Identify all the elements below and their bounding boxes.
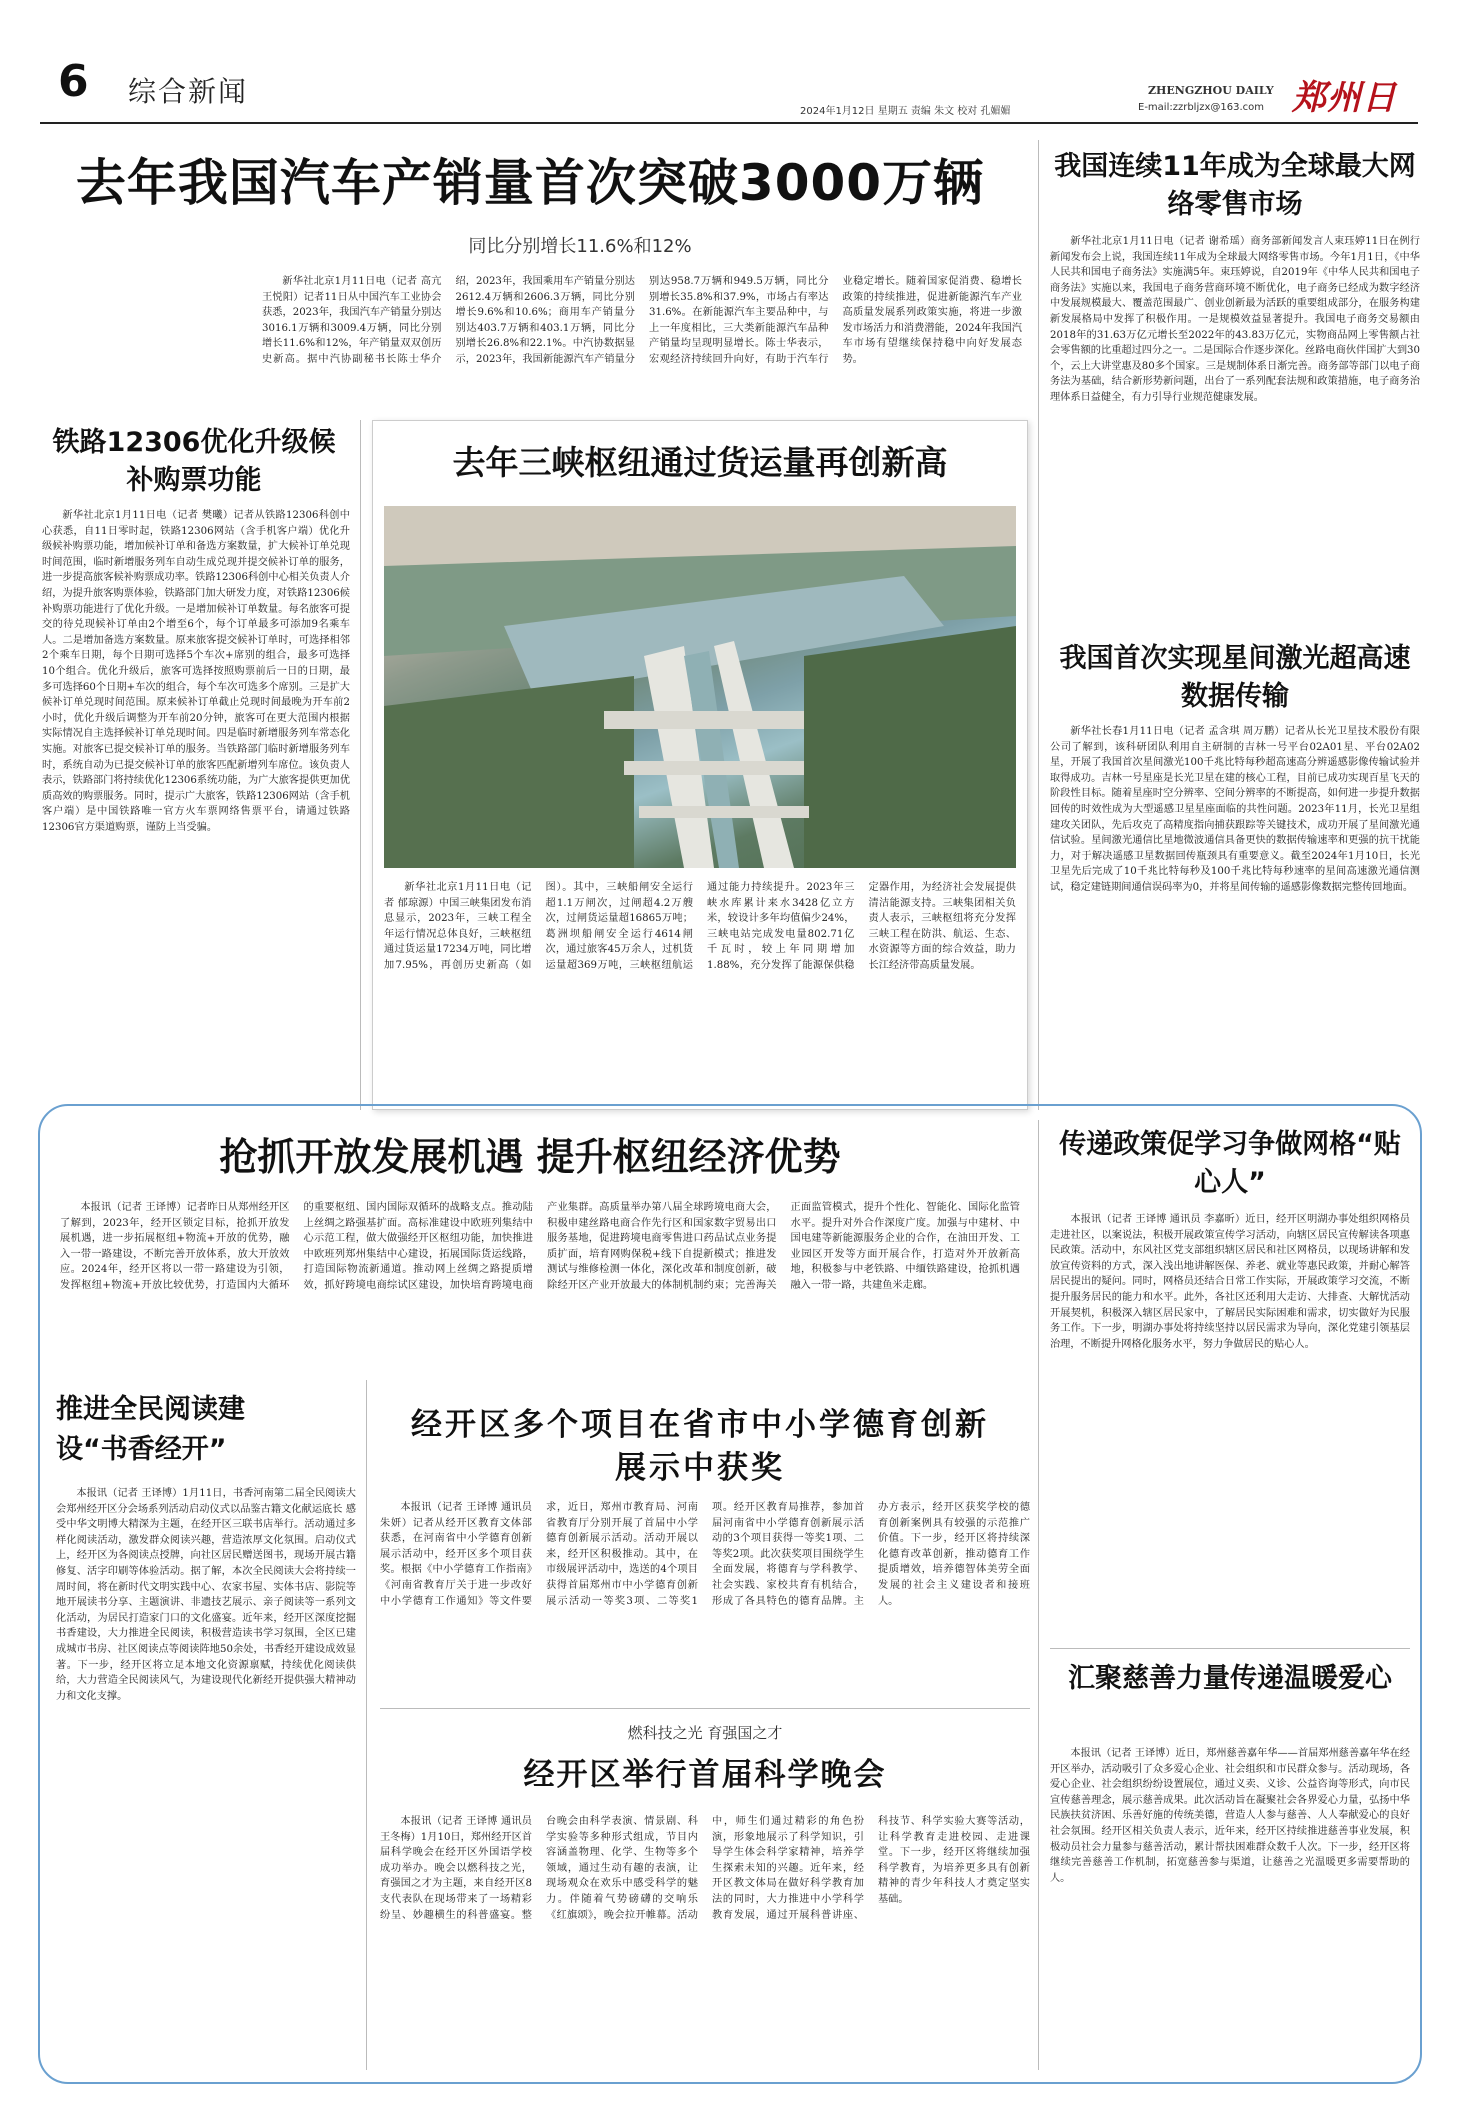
three-gorges-text: 新华社北京1月11日电（记者 郁琼源）中国三峡集团发布消息显示，2023年，三峡工程全年运行情况总体良好，三峡枢纽通过货运量17234万吨，同比增加7.95%，再创历史新高（如图）。其中，三峡船闸安全运行超1.1万闸次，过闸超4.2万艘次，过闸货运量超16865万吨；葛洲坝船闸安全运行4614闸次，通过旅客45万余人，过机货运量超369万吨，三峡枢纽航运通过能力持续提升。2023年三峡水库累计来水3428亿立方米，较设计多年均值偏少24%，三峡电站完成发电量802.71亿千瓦时，较上年同期增加1.88%，充分发挥了能源保供稳定器作用，为经济社会发展提供清洁能源支持。三峡集团相关负责人表示，三峡枢纽将充分发挥三峡工程在防洪、航运、生态、水资源等方面的综合效益，助力长江经济带高质量发展。 [384, 882, 1016, 971]
column-divider-right [1038, 140, 1039, 1110]
moral-science-divider [380, 1708, 1030, 1709]
reading-text: 本报讯（记者 王译博）1月11日，书香河南第二届全民阅读大会郑州经开区分会场系列活动启动仪式以品鉴古籍文化献运底长 感受中华文明博大精深为主题，在经开区三联书店举行。活动通过多样化阅读活动，激发群众阅读兴趣，营造浓厚文化氛围。启动仪式上，经开区为各阅读点授牌，向社区居民赠送图书，现场开展古籍修复、活字印刷等体验活动。据了解，本次全民阅读大会将持续一周时间，将在新时代文明实践中心、农家书屋、实体书店、影院等地开展读书分享、主题演讲、非遗技艺展示、亲子阅读等一系列文化活动，为居民打造家门口的文化盛宴。近年来，经开区深度挖掘书香建设，大力推进全民阅读，积极营造读书学习氛围，全区已建成城市书房、社区阅读点等阅读阵地50余处，书香经开建设成效显著。下一步，经开区将立足本地文化资源禀赋，持续优化阅读供给，大力营造全民阅读风气，为建设现代化新经开提供强大精神动力和文化支撑。 [56, 1488, 356, 1702]
science-kicker: 燃科技之光 育强国之才 [627, 1724, 783, 1742]
policy-headline: 传递政策促学习争做网格“贴心人” [1059, 1129, 1401, 1198]
masthead [40, 52, 1418, 122]
science-text: 本报讯（记者 王译博 通讯员 王冬梅）1月10日，郑州经开区首届科学晚会在经开区外国语学校成功举办。晚会以燃科技之光，育强国之才为主题，来自经开区8支代表队在现场带来了一场精彩纷呈、妙趣横生的科普盛宴。整台晚会由科学表演、情景剧、科学实验等多种形式组成，节目内容涵盖物理、化学、生物等多个领域，通过生动有趣的表演，让现场观众在欢乐中感受科学的魅力。伴随着气势磅礴的交响乐《红旗颂》，晚会拉开帷幕。活动中，师生们通过精彩的角色扮演，形象地展示了科学知识，引导学生体会科学家精神，培养学生探索未知的兴趣。近年来，经开区教文体局在做好科学教育加法的同时，大力推进中小学科学教育发展，通过开展科普讲座、科技节、科学实验大赛等活动，让科学教育走进校园、走进课堂。下一步，经开区将继续加强科学教育，为培养更多具有创新精神的青少年科技人才奠定坚实基础。 [380, 1816, 1030, 1921]
policy-charity-divider [1050, 1648, 1410, 1649]
moral-text: 本报讯（记者 王译博 通讯员 朱妍）记者从经开区教育文体部获悉，在河南省中小学德育创新展示活动中，经开区多个项目获奖。根据《中小学德育工作指南》《河南省教育厅关于进一步改好中小学德育工作通知》等文件要求，近日，郑州市教育局、河南省教育厅分别开展了首届中小学德育创新展示活动。活动开展以来，经开区积极推动。其中，在市级展评活动中，选送的4个项目获得首届郑州市中小学德育创新展示活动一等奖3项、二等奖1项。经开区教育局推荐，参加首届河南省中小学德育创新展示活动的3个项目获得一等奖1项、二等奖2项。此次获奖项目围绕学生全面发展，将德育与学科教学、社会实践、家校共育有机结合，形成了各具特色的德育品牌。主办方表示，经开区获奖学校的德育创新案例具有较强的示范推广价值。下一步，经开区将持续深化德育改革创新，推动德育工作提质增效，培养德智体美劳全面发展的社会主义建设者和接班人。 [380, 1502, 1030, 1607]
special-divider [1038, 1120, 1039, 2070]
lead-text: 新华社北京1月11日电（记者 高亢 王悦阳）记者11日从中国汽车工业协会获悉，2023年，我国汽车产销量分别达3016.1万辆和3009.4万辆，同比分别增长11.6%和12%，年产销量双双创历史新高。据中汽协副秘书长陈士华介绍，2023年，我国乘用车产销量分别达2612.4万辆和2606.3万辆，同比分别增长9.6%和10.6%；商用车产销量分别达403.7万辆和403.1万辆，同比分别增长26.8%和22.1%。中汽协数据显示，2023年，我国新能源汽车产销量分别达958.7万辆和949.5万辆，同比分别增长35.8%和37.9%，市场占有率达31.6%。在新能源汽车主要品种中，与上一年度相比，三大类新能源汽车品种产销量均呈现明显增长。陈士华表示，宏观经济持续回升向好，有助于汽车行业稳定增长。随着国家促消费、稳增长政策的持续推进，促进新能源汽车产业高质量发展系列政策实施，将进一步激发市场活力和消费潜能，2024年我国汽车市场有望继续保持稳中向好发展态势。 [262, 276, 1022, 365]
lead-subhead: 同比分别增长11.6%和12% [468, 236, 692, 257]
masthead-rule [40, 122, 1418, 124]
reading-headline: 推进全民阅读建设“书香经开” [56, 1394, 245, 1465]
special-text: 本报讯（记者 王译博）记者昨日从郑州经开区了解到，2023年，经开区锁定目标，抢抓开放发展机遇，进一步拓展枢纽+物流+开放的优势，融入一带一路建设，不断完善开放体系，放大开放效应。2024年，经开区将以一带一路建设为引领，发挥枢纽+物流+开放比较优势，打造国内大循环的重要枢纽、国内国际双循环的战略支点。推动陆上丝绸之路强基扩面。高标准建设中欧班列集结中心示范工程，做大做强经开区枢纽功能，加快推进中欧班列郑州集结中心建设，拓展国际货运线路，打造国际物流新通道。推动网上丝绸之路提质增效，抓好跨境电商综试区建设，加快培育跨境电商产业集群。高质量举办第八届全球跨境电商大会，积极申建丝路电商合作先行区和国家数字贸易出口服务基地，促进跨境电商零售进口药品试点业务提质扩面，培育网购保税+线下自提新模式；推进发测试与维修检测一体化，深化改革和制度创新，破除经开区产业开放最大的体制机制约束；完善海关正面监管模式，提升个性化、智能化、国际化监管水平。提升对外合作深度广度。加强与中建材、中国电建等新能源服务企业的合作，在油田开发、工业园区开发等方面开展合作，打造对外开放新高地，积极参与中老铁路、中缅铁路建设，抢抓机遇融入一带一路，共建鱼米走廊。 [60, 1202, 1020, 1291]
email-line: E-mail:zzrbljzx@163.com [1138, 102, 1265, 113]
ecommerce-body [1050, 234, 1420, 618]
laser-text: 新华社长春1月11日电（记者 孟含琪 周万鹏）记者从长光卫星技术股份有限公司了解到，该科研团队利用自主研制的吉林一号平台02A01星、平台02A02星，开展了我国首次星间激光100千兆比特每秒超高速高分辨遥感影像传输试验并取得成功。吉林一号星座是长光卫星在建的核心工程，目前已成功实现百星飞天的阶段性目标。随着星座时空分辨率、空间分辨率的不断提高，如何进一步提升数据回传的时效性成为大型遥感卫星星座面临的共性问题。2023年11月，长光卫星组建攻关团队，先后攻克了高精度指向捕获跟踪等关键技术，成功开展了星间激光通信试验。星间激光通信比星地微波通信具备更快的数据传输速率和更强的抗干扰能力，对于解决遥感卫星数据回传瓶颈具有重要意义。截至2024年1月10日，长光卫星先后完成了10千兆比特每秒及100千兆比特每秒速率的星间高速激光通信测试，稳定建链期间通信误码率为0，并将星间传输的遥感影像数据完整传回地面。 [1050, 726, 1420, 893]
section-label: 综合新闻 [128, 75, 249, 108]
paper-english-name: ZHENGZHOU DAILY [1148, 84, 1274, 97]
reading-divider [366, 1380, 367, 2070]
ecommerce-headline: 我国连续11年成为全球最大网络零售市场 [1054, 151, 1416, 220]
laser-headline: 我国首次实现星间激光超高速数据传输 [1059, 643, 1411, 712]
policy-text: 本报讯（记者 王译博 通讯员 李嘉昕）近日，经开区明湖办事处组织网格员走进社区，以案说法，积极开展政策宣传学习活动，向辖区居民宣传解读各项惠民政策。活动中，东风社区党支部组织辖区居民和社区网格员，以现场讲解和发放宣传资料的方式，深入浅出地讲解医保、养老、就业等惠民政策，并耐心解答居民提出的疑问。同时，网格员还结合日常工作实际，开展政策学习交流，不断提升服务居民的能力和水平。此外，各社区还利用大走访、大排查、大解忧活动开展契机，积极深入辖区居民家中，了解居民实际困难和需求，切实做好为民服务工作。下一步，明湖办事处将持续坚持以居民需求为导向，深化党建引领基层治理，不断提升网格化服务水平，努力争做居民的贴心人。 [1050, 1214, 1410, 1350]
special-headline: 抢抓开放发展机遇 提升枢纽经济优势 [219, 1135, 841, 1179]
railway-body [42, 508, 350, 1098]
three-gorges-body [384, 880, 1016, 1100]
policy-body [1050, 1212, 1410, 1632]
date-line: 2024年1月12日 星期五 责编 朱文 校对 孔媚媚 [800, 106, 1011, 117]
charity-text: 本报讯（记者 王译博）近日，郑州慈善嘉年华——首届郑州慈善嘉年华在经开区举办，活动吸引了众多爱心企业、社会组织和市民群众参与。活动现场，各爱心企业、社会组织纷纷设置展位，通过义卖、义诊、公益咨询等形式，向市民宣传慈善理念，展示慈善成果。此次活动旨在凝聚社会各界爱心力量，弘扬中华民族扶贫济困、乐善好施的传统美德，营造人人参与慈善、人人奉献爱心的良好社会氛围。经开区相关负责人表示，近年来，经开区持续推进慈善事业发展，积极动员社会力量参与慈善活动，累计帮扶困难群众数千人次。下一步，经开区将继续完善慈善工作机制，拓宽慈善参与渠道，让慈善之光温暖更多需要帮助的人。 [1050, 1748, 1410, 1884]
laser-body [1050, 724, 1420, 1104]
three-gorges-headline: 去年三峡枢纽通过货运量再创新高 [452, 443, 948, 482]
lead-headline: 去年我国汽车产销量首次突破3000万辆 [75, 154, 985, 212]
ecommerce-text: 新华社北京1月11日电（记者 谢希瑶）商务部新闻发言人束珏婷11日在例行新闻发布会上说，我国连续11年成为全球最大网络零售市场。今年1月1日，《中华人民共和国电子商务法》实施满5年。束珏婷说，自2019年《中华人民共和国电子商务法》实施以来，我国电子商务营商环境不断优化，电子商务已经成为数字经济中发展规模最大、覆盖范围最广、创业创新最为活跃的重要组成部分，在服务构建新发展格局中发挥了积极作用。一是规模效益显著提升。我国电子商务交易额由2018年的31.63万亿元增长至2022年的43.83万亿元，实物商品网上零售额占社会零售额的比重超过四分之一。二是国际合作逐步深化。丝路电商伙伴国扩大到30个，云上大讲堂惠及80多个国家。三是规制体系日渐完善。商务部等部门以电子商务法为基础，结合新形势新问题，出台了一系列配套法规和政策措施，电子商务治理体系日益健全，有力引导行业规范健康发展。 [1050, 236, 1420, 403]
moral-headline: 经开区多个项目在省市中小学德育创新展示中获奖 [411, 1407, 989, 1486]
charity-body [1050, 1746, 1410, 2066]
railway-divider [360, 420, 361, 1110]
science-headline: 经开区举行首届科学晚会 [523, 1757, 887, 1793]
paper-logo: 郑州日 [1292, 78, 1397, 118]
dam-illustration [384, 506, 1016, 868]
reading-body [56, 1486, 356, 2066]
science-body [380, 1814, 1030, 2066]
page-number: 6 [58, 56, 89, 107]
railway-text: 新华社北京1月11日电（记者 樊曦）记者从铁路12306科创中心获悉，自11日零时起，铁路12306网站（含手机客户端）优化升级候补购票功能，增加候补订单和备选方案数量，扩大候补订单兑现时间范围，临时新增服务列车自动生成兑现并提交候补订单的服务，进一步提高旅客候补购票成功率。铁路12306科创中心相关负责人介绍，为提升旅客购票体验，铁路部门加大研发力度，对铁路12306候补购票功能进行了优化升级。一是增加候补订单数量。每名旅客可提交的待兑现候补订单由2个增至6个，每个订单最多可添加9名乘车人。二是增加备选方案数量。原来旅客提交候补订单时，可选择相邻2个乘车日期，每个日期可选择5个车次+席别的组合，最多可选择10个组合。优化升级后，旅客可选择按照购票前后一日的日期，最多可选择60个日期+车次的组合，每个车次可选多个席别。三是扩大候补订单兑现时间范围。原来候补订单截止兑现时间最晚为开车前2小时，优化升级后调整为开车前20分钟，旅客可在更大范围内根据实际情况自主选择候补订单兑现时间。四是临时新增服务列车常态化实施。对旅客已提交候补订单的服务。当铁路部门临时新增服务列车时，系统自动为已提交候补订单的旅客匹配新增列车席位。该负责人表示，铁路部门将持续优化12306系统功能，为广大旅客提供更加优质高效的购票服务。同时，提示广大旅客，铁路12306网站（含手机客户端）是中国铁路唯一官方火车票网络售票平台，请通过铁路12306官方渠道购票，谨防上当受骗。 [42, 510, 350, 833]
lead-body [262, 274, 1022, 398]
railway-headline: 铁路12306优化升级候补购票功能 [52, 427, 336, 496]
moral-body [380, 1500, 1030, 1700]
charity-headline: 汇聚慈善力量传递温暖爱心 [1068, 1663, 1392, 1694]
three-gorges-photo [384, 506, 1016, 868]
